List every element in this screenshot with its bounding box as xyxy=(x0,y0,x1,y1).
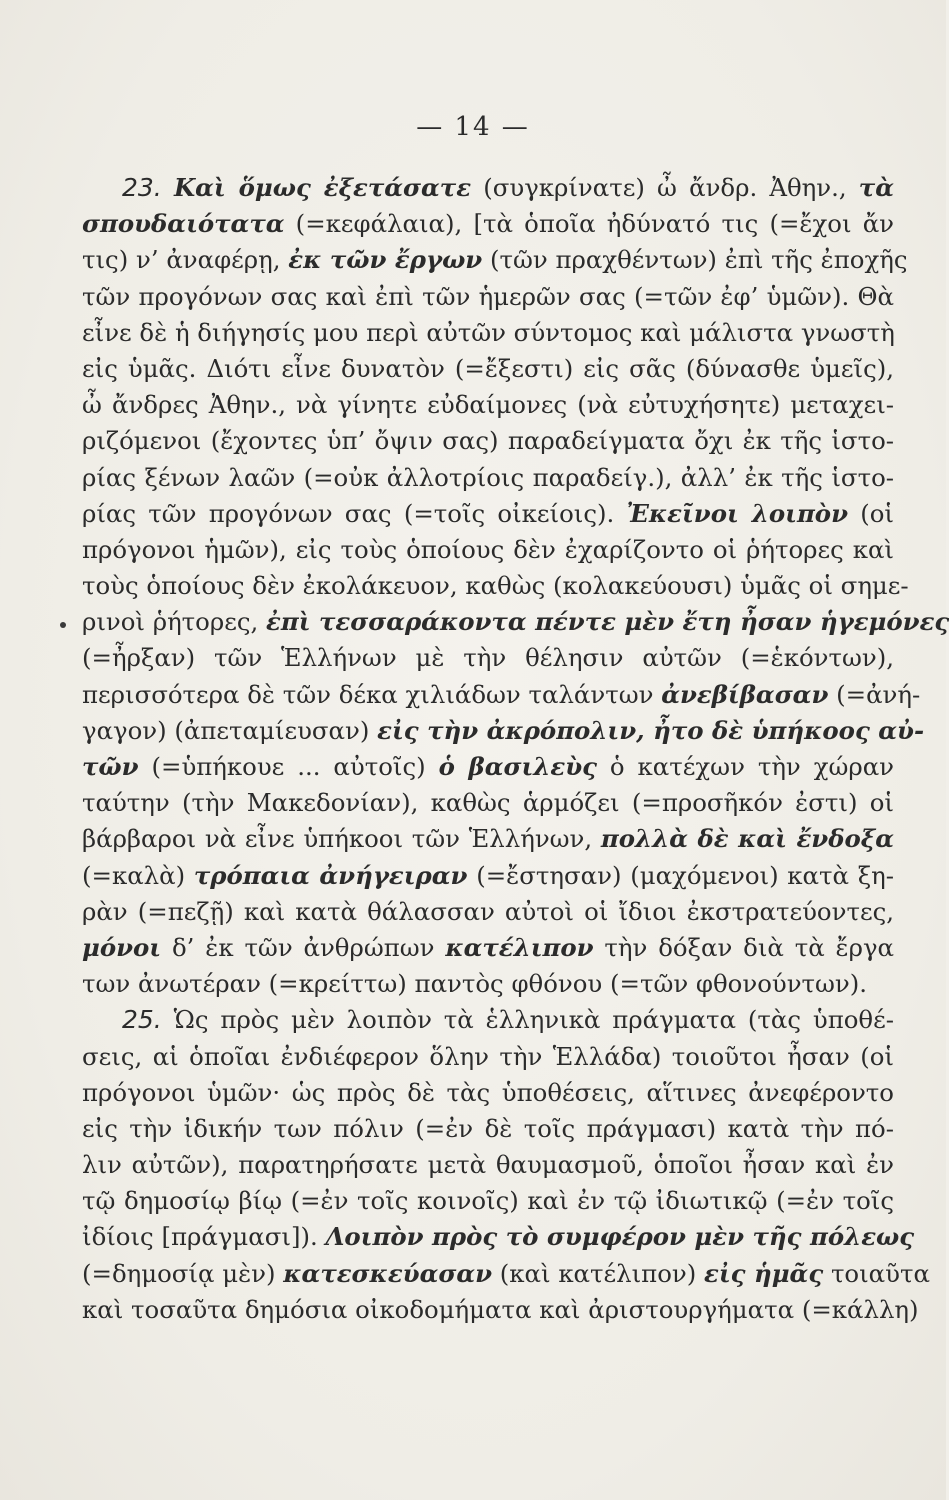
text-line xyxy=(82,713,925,749)
text-line xyxy=(82,1075,894,1111)
text-line xyxy=(82,568,909,604)
text-line xyxy=(82,677,921,713)
text-line xyxy=(82,206,894,242)
text-run: ἰδίοις [πράγμασι]). xyxy=(82,1222,326,1252)
text-run: ριζόμενοι (ἔχοντες ὑπ’ ὄψιν σας) παραδείγματα ὄχι ἐκ τῆς ἱστο- xyxy=(82,426,894,456)
text-run: τὴν δόξαν διὰ τὰ ἔργα xyxy=(593,932,894,962)
text-line xyxy=(82,315,894,351)
text-run: σεις, αἱ ὁποῖαι ἐνδιέφερον ὅλην τὴν Ἑλλάδα) τοιοῦτοι ἦσαν (οἱ xyxy=(82,1041,894,1071)
text-run: τις) ν’ ἀναφέρῃ, xyxy=(82,245,289,275)
text-line xyxy=(82,170,894,206)
text-line xyxy=(82,930,894,966)
text-line xyxy=(82,1002,894,1038)
text-line xyxy=(82,242,908,278)
emphasized-text: εἰς ἡμᾶς xyxy=(704,1258,824,1288)
text-run: εἰς ὑμᾶς. Διότι εἶνε δυνατὸν (=ἔξεστι) εἰς σᾶς (δύνασθε ὑμεῖς), xyxy=(82,353,894,383)
text-line xyxy=(82,604,949,640)
text-run: εἶνε δὲ ἡ διήγησίς μου περὶ αὐτῶν σύντομος καὶ μάλιστα γνωστὴ xyxy=(82,317,895,347)
text-line xyxy=(82,1292,919,1328)
text-line xyxy=(82,1256,930,1292)
emphasized-text: σπουδαιότατα xyxy=(82,209,285,239)
text-line xyxy=(82,894,894,930)
text-line xyxy=(82,1147,894,1183)
text-run: γαγον) (ἀπεταμίευσαν) xyxy=(82,715,378,745)
text-run: βάρβαροι νὰ εἶνε ὑπήκοοι τῶν Ἑλλήνων, xyxy=(82,824,601,854)
text-line xyxy=(82,821,894,857)
section-number: 23. xyxy=(122,173,162,202)
text-line xyxy=(82,1111,894,1147)
text-run: ὦ ἄνδρες Ἀθην., νὰ γίνητε εὐδαίμονες (νὰ εὐτυχήσητε) μεταχει- xyxy=(82,390,894,420)
text-run: τοιαῦτα xyxy=(823,1258,930,1288)
text-line xyxy=(82,749,894,785)
emphasized-text: τρόπαια ἀνήγειραν xyxy=(193,860,468,890)
text-run: εἰς τὴν ἰδικήν των πόλιν (=ἐν δὲ τοῖς πράγμασι) κατὰ τὴν πό- xyxy=(82,1113,894,1143)
section-number: 25. xyxy=(122,1005,162,1035)
text-run: πρόγονοι ὑμῶν· ὡς πρὸς δὲ τὰς ὑποθέσεις, αἵτινες ἀνεφέροντο xyxy=(82,1077,894,1107)
text-line xyxy=(82,640,894,676)
text-run: περισσότερα δὲ τῶν δέκα χιλιάδων ταλάντων xyxy=(82,679,662,709)
emphasized-text: ἀνεβίβασαν xyxy=(661,679,829,709)
text-line xyxy=(82,785,894,821)
text-line xyxy=(82,279,894,315)
text-run: ὁ κατέχων τὴν χώραν xyxy=(597,752,894,781)
emphasized-text: κατέλιπον xyxy=(445,932,594,962)
text-run: (συγκρίνατε) ὦ ἄνδρ. Ἀθην., xyxy=(471,173,859,202)
body-text xyxy=(82,170,949,1328)
text-run: των ἀνωτέραν (=κρείττω) παντὸς φθόνου (=τῶν φθονούντων). xyxy=(82,969,868,999)
emphasized-text: Λοιπὸν πρὸς τὸ συμφέρον μὲν τῆς πόλεως xyxy=(325,1222,915,1252)
emphasized-text: Καὶ ὅμως ἐξετάσατε xyxy=(173,173,472,202)
emphasized-text: Ἐκεῖνοι λοιπὸν xyxy=(626,498,848,528)
text-line xyxy=(82,387,894,423)
text-run: (=ὑπήκουε ... αὐτοῖς) xyxy=(138,752,439,781)
text-run: (=δημοσίᾳ μὲν) xyxy=(82,1258,284,1288)
text-line xyxy=(82,351,894,387)
text-run: τῷ δημοσίῳ βίῳ (=ἐν τοῖς κοινοῖς) καὶ ἐν τῷ ἰδιωτικῷ (=ἐν τοῖς xyxy=(82,1186,894,1216)
emphasized-text: τὰ xyxy=(858,173,894,202)
text-run: (=ἦρξαν) τῶν Ἑλλήνων μὲ τὴν θέλησιν αὐτῶν (=ἑκόντων), xyxy=(82,643,894,673)
emphasized-text: ὁ βασιλεὺς xyxy=(438,752,597,781)
page-number: — 14 — xyxy=(416,112,530,142)
emphasized-text: μόνοι xyxy=(82,932,162,962)
text-run: (=ἔστησαν) (μαχόμενοι) κατὰ ξη- xyxy=(467,860,895,890)
text-line xyxy=(82,460,894,496)
text-run: Ὡς πρὸς μὲν λοιπὸν τὰ ἑλληνικὰ πράγματα (τὰς ὑποθέ- xyxy=(161,1005,894,1035)
text-run: (οἱ xyxy=(848,498,894,528)
text-run: (=καλὰ) xyxy=(82,860,194,890)
text-run: ρὰν (=πεζῇ) καὶ κατὰ θάλασσαν αὐτοὶ οἱ ἴδιοι ἐκστρατεύοντες, xyxy=(82,896,894,926)
margin-mark xyxy=(60,622,66,628)
text-line xyxy=(82,496,894,532)
text-run: (=κεφάλαια), [τὰ ὁποῖα ἠδύνατό τις (=ἔχοι ἄν xyxy=(284,209,894,239)
text-run: (=ἀνή- xyxy=(828,679,921,709)
text-run xyxy=(162,173,174,202)
text-run: ρινοὶ ῥήτορες, xyxy=(82,607,267,637)
text-run: ρίας τῶν προγόνων σας (=τοῖς οἰκείοις). xyxy=(82,498,627,528)
text-run: τοὺς ὁποίους δὲν ἐκολάκευον, καθὼς (κολακεύουσι) ὑμᾶς οἱ σημε- xyxy=(82,571,909,601)
text-run: (τῶν πραχθέντων) ἐπὶ τῆς ἐποχῆς xyxy=(482,245,908,275)
text-run: λιν αὐτῶν), παρατηρήσατε μετὰ θαυμασμοῦ, ὁποῖοι ἦσαν καὶ ἐν xyxy=(82,1150,894,1180)
text-line xyxy=(82,858,894,894)
text-line xyxy=(82,1219,915,1255)
text-run: τῶν προγόνων σας καὶ ἐπὶ τῶν ἡμερῶν σας (=τῶν ἐφ’ ὑμῶν). Θὰ xyxy=(82,281,894,311)
text-run: (καὶ κατέλιπον) xyxy=(492,1258,704,1288)
text-line xyxy=(82,966,894,1002)
text-run: δ’ ἐκ τῶν ἀνθρώπων xyxy=(161,932,446,962)
text-line xyxy=(82,1183,894,1219)
emphasized-text: πολλὰ δὲ καὶ ἔνδοξα xyxy=(600,824,894,854)
emphasized-text: κατεσκεύασαν xyxy=(283,1258,493,1288)
emphasized-text: εἰς τὴν ἀκρόπολιν, ἦτο δὲ ὑπήκοος αὐ- xyxy=(377,715,925,745)
text-line xyxy=(82,423,894,459)
text-run: πρόγονοι ἡμῶν), εἰς τοὺς ὁποίους δὲν ἐχαρίζοντο οἱ ῥήτορες καὶ xyxy=(82,534,894,564)
text-run: ταύτην (τὴν Μακεδονίαν), καθὼς ἁρμόζει (=προσῆκόν ἐστι) οἱ xyxy=(82,788,894,818)
text-run: ρίας ξένων λαῶν (=οὐκ ἀλλοτρίοις παραδείγ.), ἀλλ’ ἐκ τῆς ἱστο- xyxy=(82,462,894,492)
text-run: καὶ τοσαῦτα δημόσια οἰκοδομήματα καὶ ἀριστουργήματα (=κάλλη) xyxy=(82,1294,919,1324)
text-line xyxy=(82,532,894,568)
text-line xyxy=(82,1039,894,1075)
emphasized-text: τῶν xyxy=(82,752,139,781)
emphasized-text: ἐκ τῶν ἔργων xyxy=(288,245,483,275)
emphasized-text: ἐπὶ τεσσαράκοντα πέντε μὲν ἔτη ἦσαν ἡγεμόνες xyxy=(266,607,949,637)
